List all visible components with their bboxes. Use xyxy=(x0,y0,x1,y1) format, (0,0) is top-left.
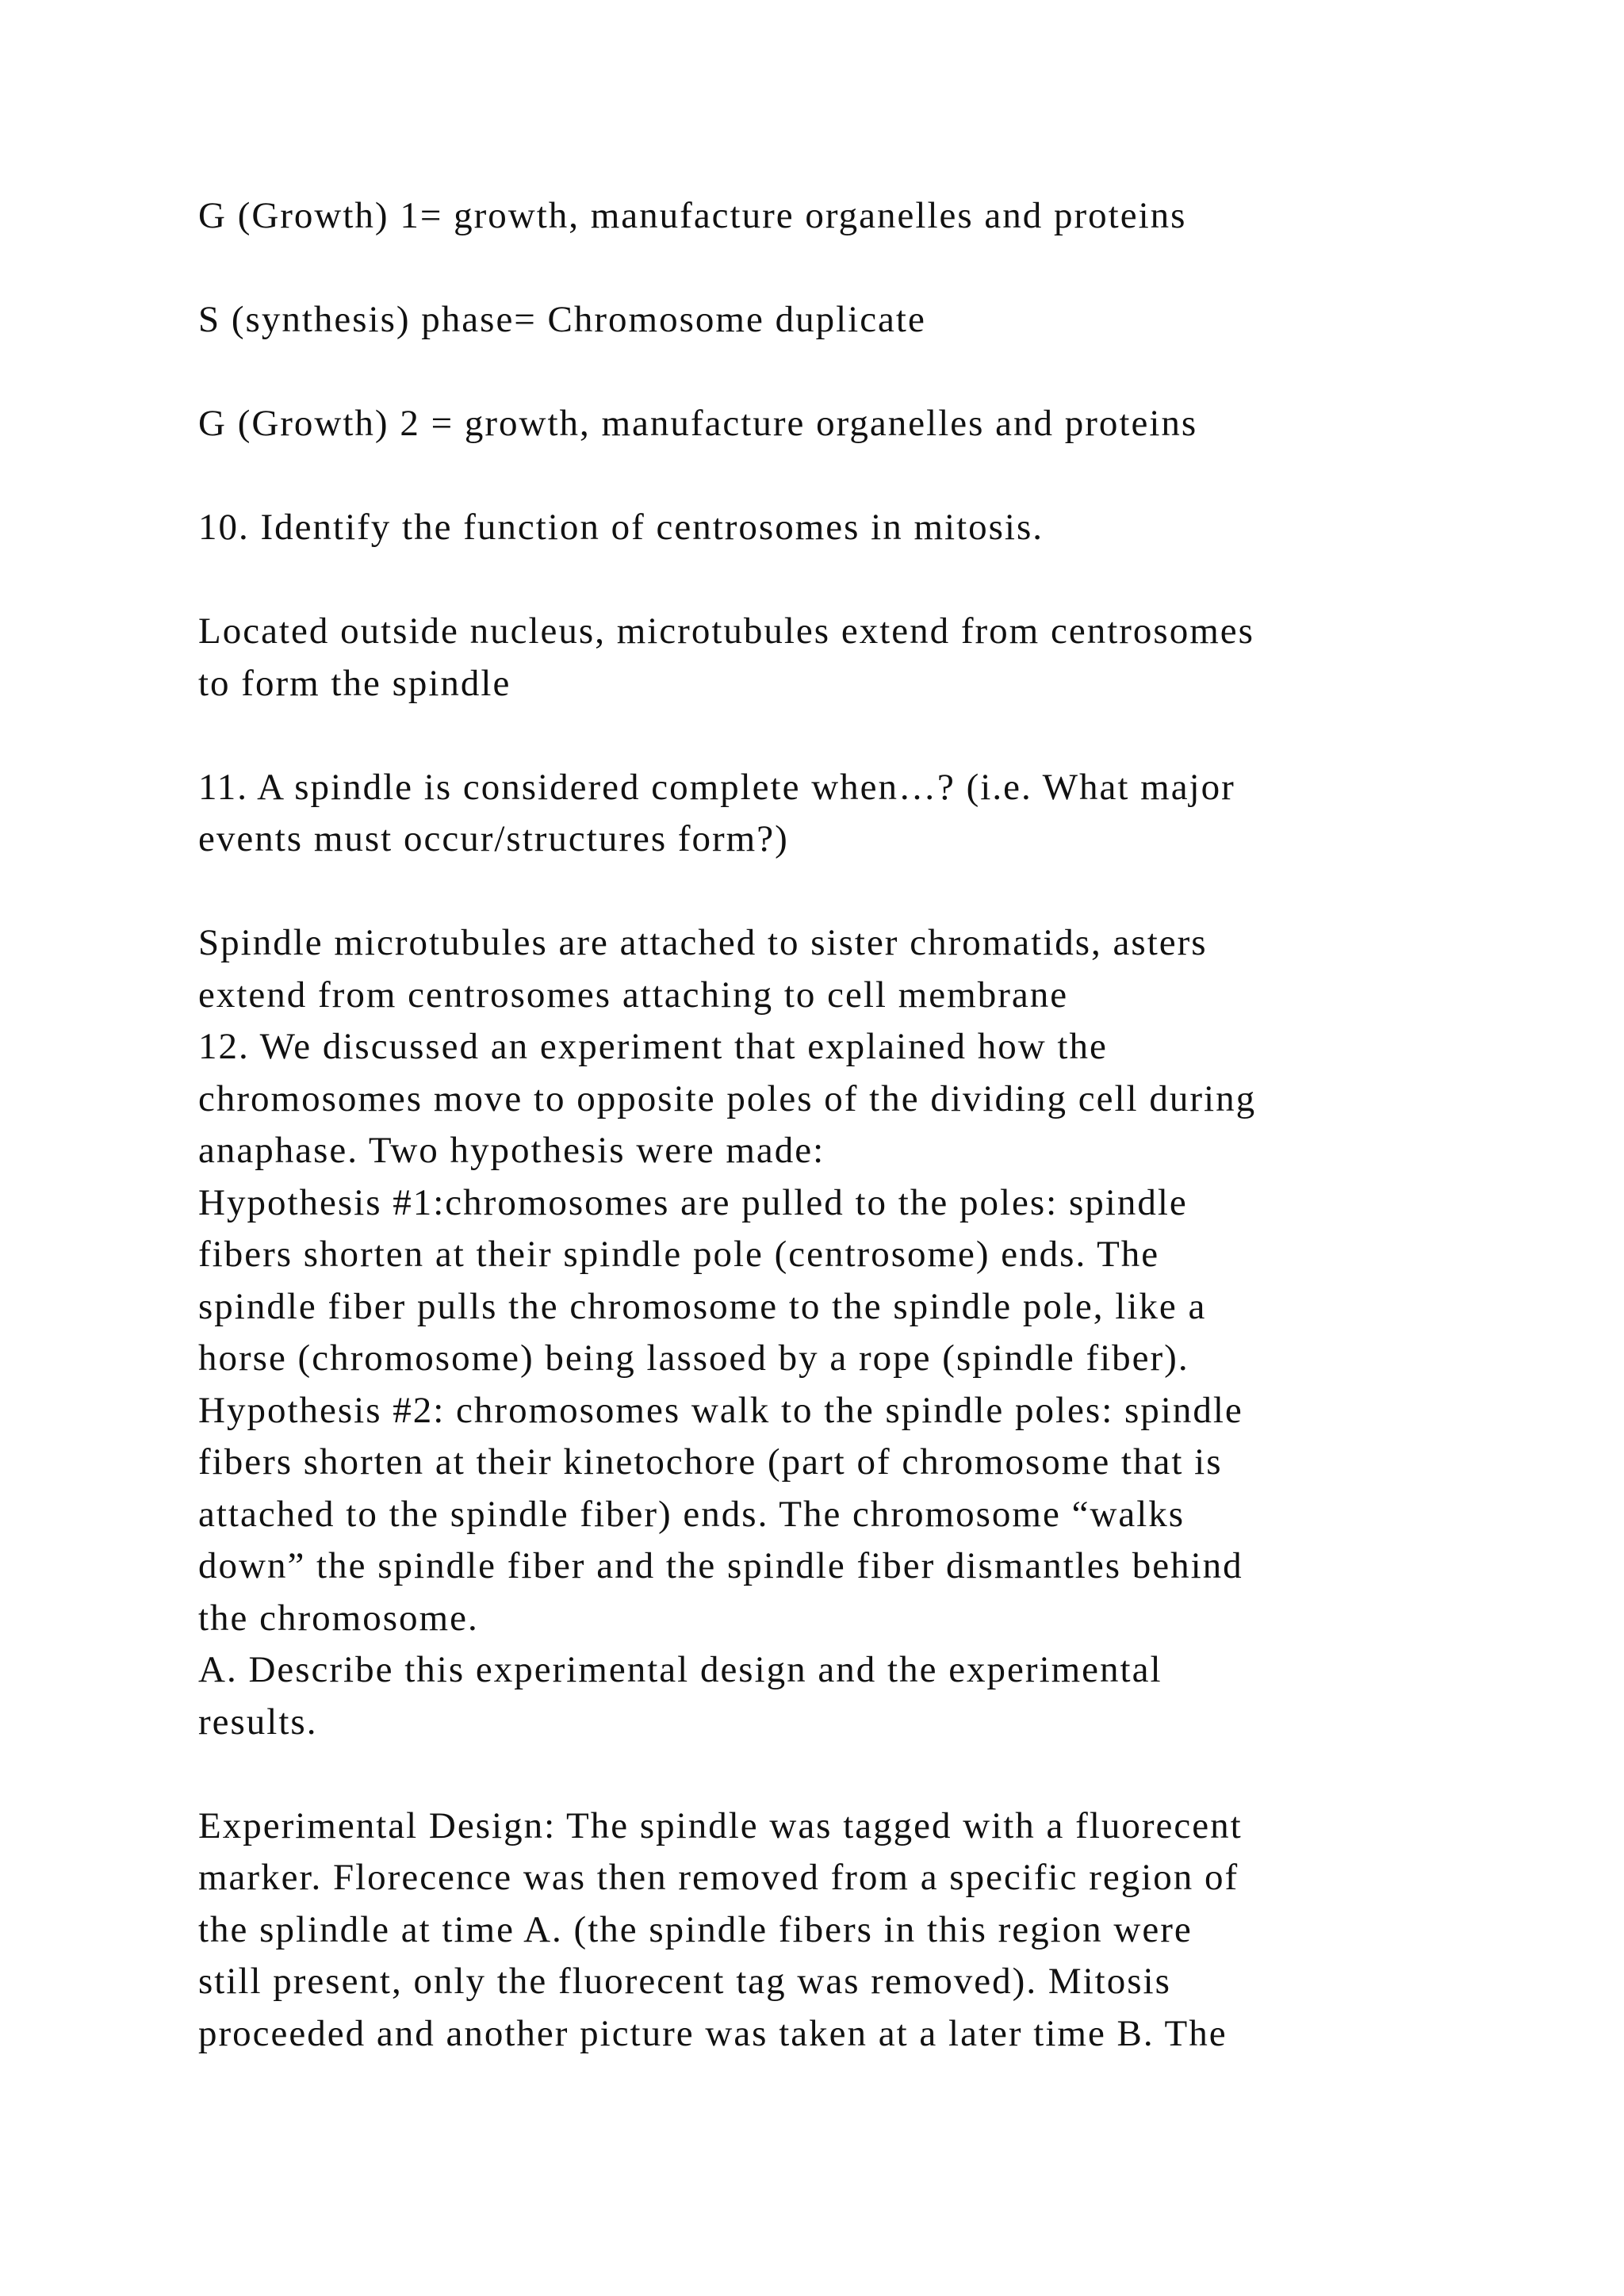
paragraph-gap xyxy=(198,1748,1499,1800)
text-line: G (Growth) 1= growth, manufacture organelles and proteins xyxy=(198,195,1187,236)
text-line: G (Growth) 2 = growth, manufacture organelles and proteins xyxy=(198,403,1198,444)
text-line: A. Describe this experimental design and the experimental xyxy=(198,1649,1162,1690)
paragraph-s-phase xyxy=(198,294,1499,346)
text-line: results. xyxy=(198,1701,318,1743)
paragraph-gap xyxy=(198,450,1499,503)
text-line: Located outside nucleus, microtubules extend from centrosomes xyxy=(198,610,1254,652)
text-line: attached to the spindle fiber) ends. The chromosome “walks xyxy=(198,1493,1185,1535)
answer-11-and-question-12 xyxy=(198,917,1499,1748)
text-line: marker. Florecence was then removed from a specific region of xyxy=(198,1857,1239,1898)
paragraph-gap xyxy=(198,554,1499,607)
paragraph-gap xyxy=(198,866,1499,918)
experimental-design xyxy=(198,1800,1499,2061)
document-page xyxy=(198,190,1499,2060)
paragraph-gap xyxy=(198,243,1499,295)
text-line: the chromosome. xyxy=(198,1597,479,1639)
text-line: spindle fiber pulls the chromosome to the spindle pole, like a xyxy=(198,1285,1207,1327)
text-line: Hypothesis #1:chromosomes are pulled to the poles: spindle xyxy=(198,1181,1188,1223)
text-line: chromosomes move to opposite poles of the dividing cell during xyxy=(198,1077,1257,1119)
paragraph-gap xyxy=(198,346,1499,399)
text-line: anaphase. Two hypothesis were made: xyxy=(198,1130,825,1171)
text-line: fibers shorten at their kinetochore (part of chromosome that is xyxy=(198,1441,1223,1483)
text-line: Hypothesis #2: chromosomes walk to the spindle poles: spindle xyxy=(198,1389,1243,1431)
text-line: to form the spindle xyxy=(198,662,511,704)
paragraph-g2-phase xyxy=(198,398,1499,450)
text-line: the splindle at time A. (the spindle fibers in this region were xyxy=(198,1908,1193,1950)
text-line: S (synthesis) phase= Chromosome duplicate xyxy=(198,299,926,340)
question-10 xyxy=(198,502,1499,554)
text-line: fibers shorten at their spindle pole (centrosome) ends. The xyxy=(198,1234,1160,1275)
text-line: 10. Identify the function of centrosomes in mitosis. xyxy=(198,507,1044,548)
text-line: horse (chromosome) being lassoed by a rope (spindle fiber). xyxy=(198,1337,1189,1379)
text-line: 11. A spindle is considered complete when…? (i.e. What major xyxy=(198,766,1235,808)
answer-10 xyxy=(198,606,1499,710)
text-line: Spindle microtubules are attached to sister chromatids, asters xyxy=(198,922,1208,963)
text-line: still present, only the fluorecent tag was removed). Mitosis xyxy=(198,1961,1171,2002)
question-11 xyxy=(198,762,1499,866)
text-line: down” the spindle fiber and the spindle fiber dismantles behind xyxy=(198,1545,1243,1586)
paragraph-gap xyxy=(198,710,1499,762)
text-line: events must occur/structures form?) xyxy=(198,818,789,859)
text-line: Experimental Design: The spindle was tagged with a fluorecent xyxy=(198,1804,1243,1846)
text-line: proceeded and another picture was taken at a later time B. The xyxy=(198,2012,1228,2054)
paragraph-g1-phase xyxy=(198,190,1499,243)
text-line: extend from centrosomes attaching to cell membrane xyxy=(198,974,1069,1016)
text-line: 12. We discussed an experiment that explained how the xyxy=(198,1026,1108,1067)
